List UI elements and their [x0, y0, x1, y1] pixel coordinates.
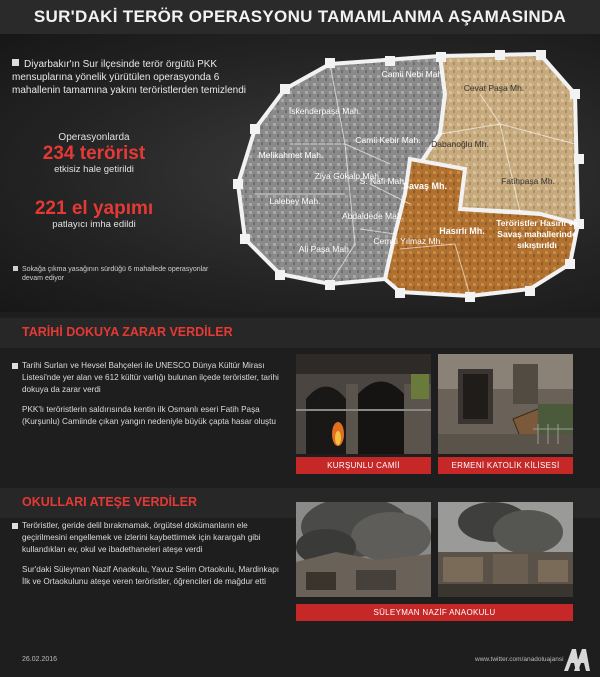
label-ziya-gokalp: Ziya Gökalp Mah.: [314, 171, 382, 181]
label-iskenderpasa: İskenderpaşa Mah.: [288, 106, 362, 116]
stat-explosives: [14, 198, 174, 230]
photo-school-smoke-1: [296, 502, 431, 597]
label-fatihpasa: Fatihpaşa Mh.: [501, 176, 555, 186]
section2-heading: OKULLARI ATEŞE VERDİLER: [22, 495, 198, 509]
explosive-sub: patlayıcı imha edildi: [52, 219, 136, 230]
explosive-count: 221 el yapımı: [34, 198, 154, 219]
photo-kursunlu-camii: [296, 354, 431, 454]
label-savas: Savaş Mh.: [402, 181, 448, 191]
footer-date: 26.02.2016: [22, 656, 58, 663]
label-camii-kebir: Camii Kebir Mah.: [355, 135, 421, 145]
map-callout: Teröristler Hasırlı ve Savaş mahallerinde sıkıştırıldı: [496, 218, 578, 250]
section1-text: Tarihi Surları ve Hevsel Bahçeleri ile UNESCO Dünya Kültür Mirası Listesi'nde yer alan ve 612 kültür varlığı bulunan ilçede teröristler, tarihi dokuya da zarar verdi PKK'lı teröristlerin saldırısında kentin ilk Osmanlı eseri Fatih Paşa (Kurşunlu) Camiinde çıkan yangın nedeniyle büyük çapta hasar oluştu: [22, 360, 284, 436]
bullet-icon: [13, 266, 18, 271]
caption-suleyman-nazif: SÜLEYMAN NAZİF ANAOKULU: [296, 604, 573, 621]
terrorist-count: 234 terörist: [42, 143, 146, 164]
page-title: SUR'DAKİ TERÖR OPERASYONU TAMAMLANMA AŞAMASINDA: [0, 0, 600, 34]
footer-twitter-link[interactable]: www.twitter.com/anadoluajansi: [475, 656, 564, 663]
caption-kursunlu: KURŞUNLU CAMİİ: [296, 457, 431, 474]
bullet-icon: [12, 523, 18, 529]
section1-heading: TARİHİ DOKUYA ZARAR VERDİLER: [22, 325, 233, 339]
stat-label: Operasyonlarda: [58, 132, 130, 143]
aa-logo-icon: [562, 645, 592, 677]
curfew-note: Sokağa çıkma yasağının sürdüğü 6 mahallede operasyonlar devam ediyor: [22, 265, 212, 283]
label-hasirli: Hasırlı Mh.: [439, 226, 485, 236]
label-melikahmet: Melikahmet Mah.: [258, 150, 324, 160]
label-s-nafi: S. Nafi Mah.: [359, 176, 407, 186]
label-lalebey: Lalebey Mah.: [269, 196, 321, 206]
intro-text: Diyarbakır'ın Sur ilçesinde terör örgütü PKK mensuplarına yönelik yürütülen operasyonda 6 mahallenin tamamına yakını teröristlerden temizlendi: [12, 59, 246, 96]
label-cevat-pasa: Cevat Paşa Mh.: [463, 83, 525, 93]
section2-text: Teröristler, geride delil bırakmamak, örgütsel dokümanların ele geçirilmesini engellemek ve izlerini kaybettirmek için karargah gibi kullandıkları ev, okul ve ibadethaneleri ateşe verdi Sur'daki Süleyman Nazif Anaokulu, Yavuz Selim Ortaokulu, Mardinkapı İlk ve Ortaokulunu ateşe veren teröristler, öğrencileri de mağdur etti: [22, 520, 284, 596]
bullet-icon: [12, 59, 19, 66]
label-ali-pasa: Ali Paşa Mah.: [298, 244, 352, 254]
caption-armenian-church: ERMENİ KATOLİK KİLİSESİ: [438, 457, 573, 474]
label-dabanoglu: Dabanoğlu Mh.: [431, 139, 489, 149]
section1-header: [0, 318, 600, 348]
stat-terrorists: [14, 132, 174, 175]
bullet-icon: [12, 363, 18, 369]
photo-school-smoke-2: [438, 502, 573, 597]
label-abdaldede: Abdaldede Mah.: [342, 211, 404, 221]
label-cemal-yilmaz: Cemal Yılmaz Mh.: [373, 236, 443, 246]
label-camii-nebi: Camii Nebi Mah.: [381, 69, 445, 79]
terrorist-sub: etkisiz hale getirildi: [54, 164, 134, 175]
photo-armenian-church: [438, 354, 573, 454]
